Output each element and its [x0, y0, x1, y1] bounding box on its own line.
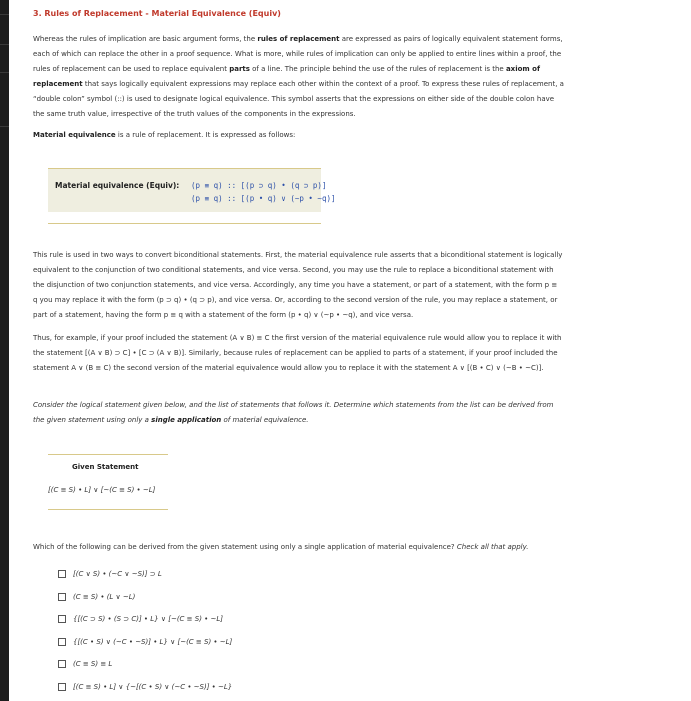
paragraph-line: Thus, for example, if your proof included the statement (A ∨ B) ≡ C the first version of the material equivalence rule would allow you to replace it with — [33, 334, 562, 342]
option-3[interactable] — [58, 613, 223, 625]
option-label: (C ≡ S) ≡ L — [73, 660, 113, 668]
checkbox[interactable] — [58, 570, 66, 578]
paragraph-line: equivalent to the conjunction of two conditional statements, and vice versa. Second, you may use the rule to replace a biconditional statement with — [33, 266, 554, 274]
option-label: {[(C ⊃ S) • (S ⊃ C)] • L} ∨ [~(C ≡ S) • ~L] — [73, 615, 223, 623]
text: is a rule of replacement. It is expressed as follows: — [115, 131, 296, 139]
option-label: (C ≡ S) • (L ∨ ~L) — [73, 593, 136, 601]
bold-term: parts — [229, 65, 250, 73]
question-prompt — [33, 543, 528, 551]
text: Whereas the rules of implication are basic argument forms, the — [33, 35, 258, 43]
bold-term: rules of replacement — [257, 35, 340, 43]
checkbox[interactable] — [58, 638, 66, 646]
option-label: [(C ≡ S) • L] ∨ {~[(C • S) ∨ (~C • ~S)] • ~L} — [73, 683, 233, 691]
left-sidebar-strip — [0, 0, 9, 701]
option-1[interactable] — [58, 568, 162, 580]
text: rules of replacement can be used to replace equivalent — [33, 65, 230, 73]
option-4[interactable] — [58, 636, 232, 648]
sidebar-divider — [0, 126, 9, 127]
paragraph-line: Consider the logical statement given below, and the list of statements that follows it. Determine which statements from the list can be derived from — [33, 401, 554, 409]
divider — [48, 454, 168, 455]
intro-paragraph — [33, 32, 608, 122]
text: Which of the following can be derived from the given statement using only a single application of material equivalence? — [33, 543, 457, 551]
given-statement-heading: Given Statement — [72, 463, 139, 471]
checkbox[interactable] — [58, 683, 66, 691]
divider — [48, 223, 321, 224]
intro-line — [33, 77, 608, 92]
checkbox[interactable] — [58, 593, 66, 601]
intro-line: each of which can replace the other in a proof sequence. What is more, while rules of implication can only be applied to entire lines within a proof, the — [33, 50, 562, 58]
bold-term: axiom of — [505, 65, 540, 73]
rule-form-1: (p ≡ q) :: [(p ⊃ q) • (q ⊃ p)] — [191, 181, 327, 190]
bold-term: Material equivalence — [33, 131, 116, 139]
paragraph-line: the disjunction of two conjunction statements, and vice versa. Accordingly, any time you have a statement, or part of a statement, with the form p ≡ — [33, 281, 558, 289]
text: that says logically equivalent expressions may replace each other within the context of a proof. To express these rules of replacement, a — [82, 80, 564, 88]
page-title: 3. Rules of Replacement - Material Equivalence (Equiv) — [33, 9, 281, 18]
paragraph-line: statement A ∨ (B ≡ C) the second version of the material equivalence would allow you to replace it with the statement A ∨ [(B • C) ∨ (~B • ~C)]. — [33, 364, 544, 372]
text: of material equivalence. — [221, 416, 309, 424]
option-label: {[(C • S) ∨ (~C • ~S)] • L} ∨ [~(C ≡ S) • ~L] — [73, 638, 233, 646]
rule-form-2: (p ≡ q) :: [(p • q) ∨ (~p • ~q)] — [191, 194, 336, 203]
sidebar-divider — [0, 44, 9, 45]
option-5[interactable] — [58, 658, 112, 670]
bold-term: replacement — [33, 80, 83, 88]
sidebar-divider — [0, 14, 9, 15]
paragraph-line — [33, 413, 608, 428]
text: the given statement using only a — [33, 416, 152, 424]
example-paragraph — [33, 331, 608, 376]
rule-box — [48, 168, 336, 212]
paragraph-line: part of a statement, having the form p ≡ q with a statement of the form (p • q) ∨ (~p • ~q), and vice versa. — [33, 311, 414, 319]
option-2[interactable] — [58, 591, 135, 603]
option-6[interactable] — [58, 681, 232, 693]
rule-label: Material equivalence (Equiv): — [55, 181, 180, 190]
option-label: [(C ∨ S) • (~C ∨ ~S)] ⊃ L — [73, 570, 162, 578]
divider — [48, 509, 168, 510]
usage-paragraph — [33, 248, 608, 323]
checkbox[interactable] — [58, 615, 66, 623]
material-equivalence-intro — [33, 128, 608, 143]
paragraph-line: This rule is used in two ways to convert biconditional statements. First, the material equivalence rule asserts that a biconditional statement is logically — [33, 251, 563, 259]
intro-line — [33, 32, 608, 47]
paragraph-line: the statement [(A ∨ B) ⊃ C] • [C ⊃ (A ∨ B)]. Similarly, because rules of replacement can be applied to parts of a statement, if your proof included the — [33, 349, 558, 357]
given-statement: [(C ≡ S) • L] ∨ [~(C ≡ S) • ~L] — [48, 486, 156, 494]
instruction-paragraph — [33, 398, 608, 428]
text: are expressed as pairs of logically equivalent statement forms, — [339, 35, 563, 43]
paragraph-line: q you may replace it with the form (p ⊃ q) • (q ⊃ p), and vice versa. Or, according to the second version of the rule, you may replace a statement, or — [33, 296, 558, 304]
text: of a line. The principle behind the use of the rules of replacement is the — [249, 65, 506, 73]
sidebar-divider — [0, 72, 9, 73]
checkbox[interactable] — [58, 660, 66, 668]
hint: Check all that apply. — [456, 543, 529, 551]
intro-line: the same truth value, irrespective of the truth values of the components in the expressions. — [33, 110, 356, 118]
intro-line — [33, 62, 608, 77]
bold-term: single application — [151, 416, 222, 424]
intro-line: “double colon” symbol (::) is used to designate logical equivalence. This symbol asserts that the expressions on either side of the double colon have — [33, 95, 555, 103]
